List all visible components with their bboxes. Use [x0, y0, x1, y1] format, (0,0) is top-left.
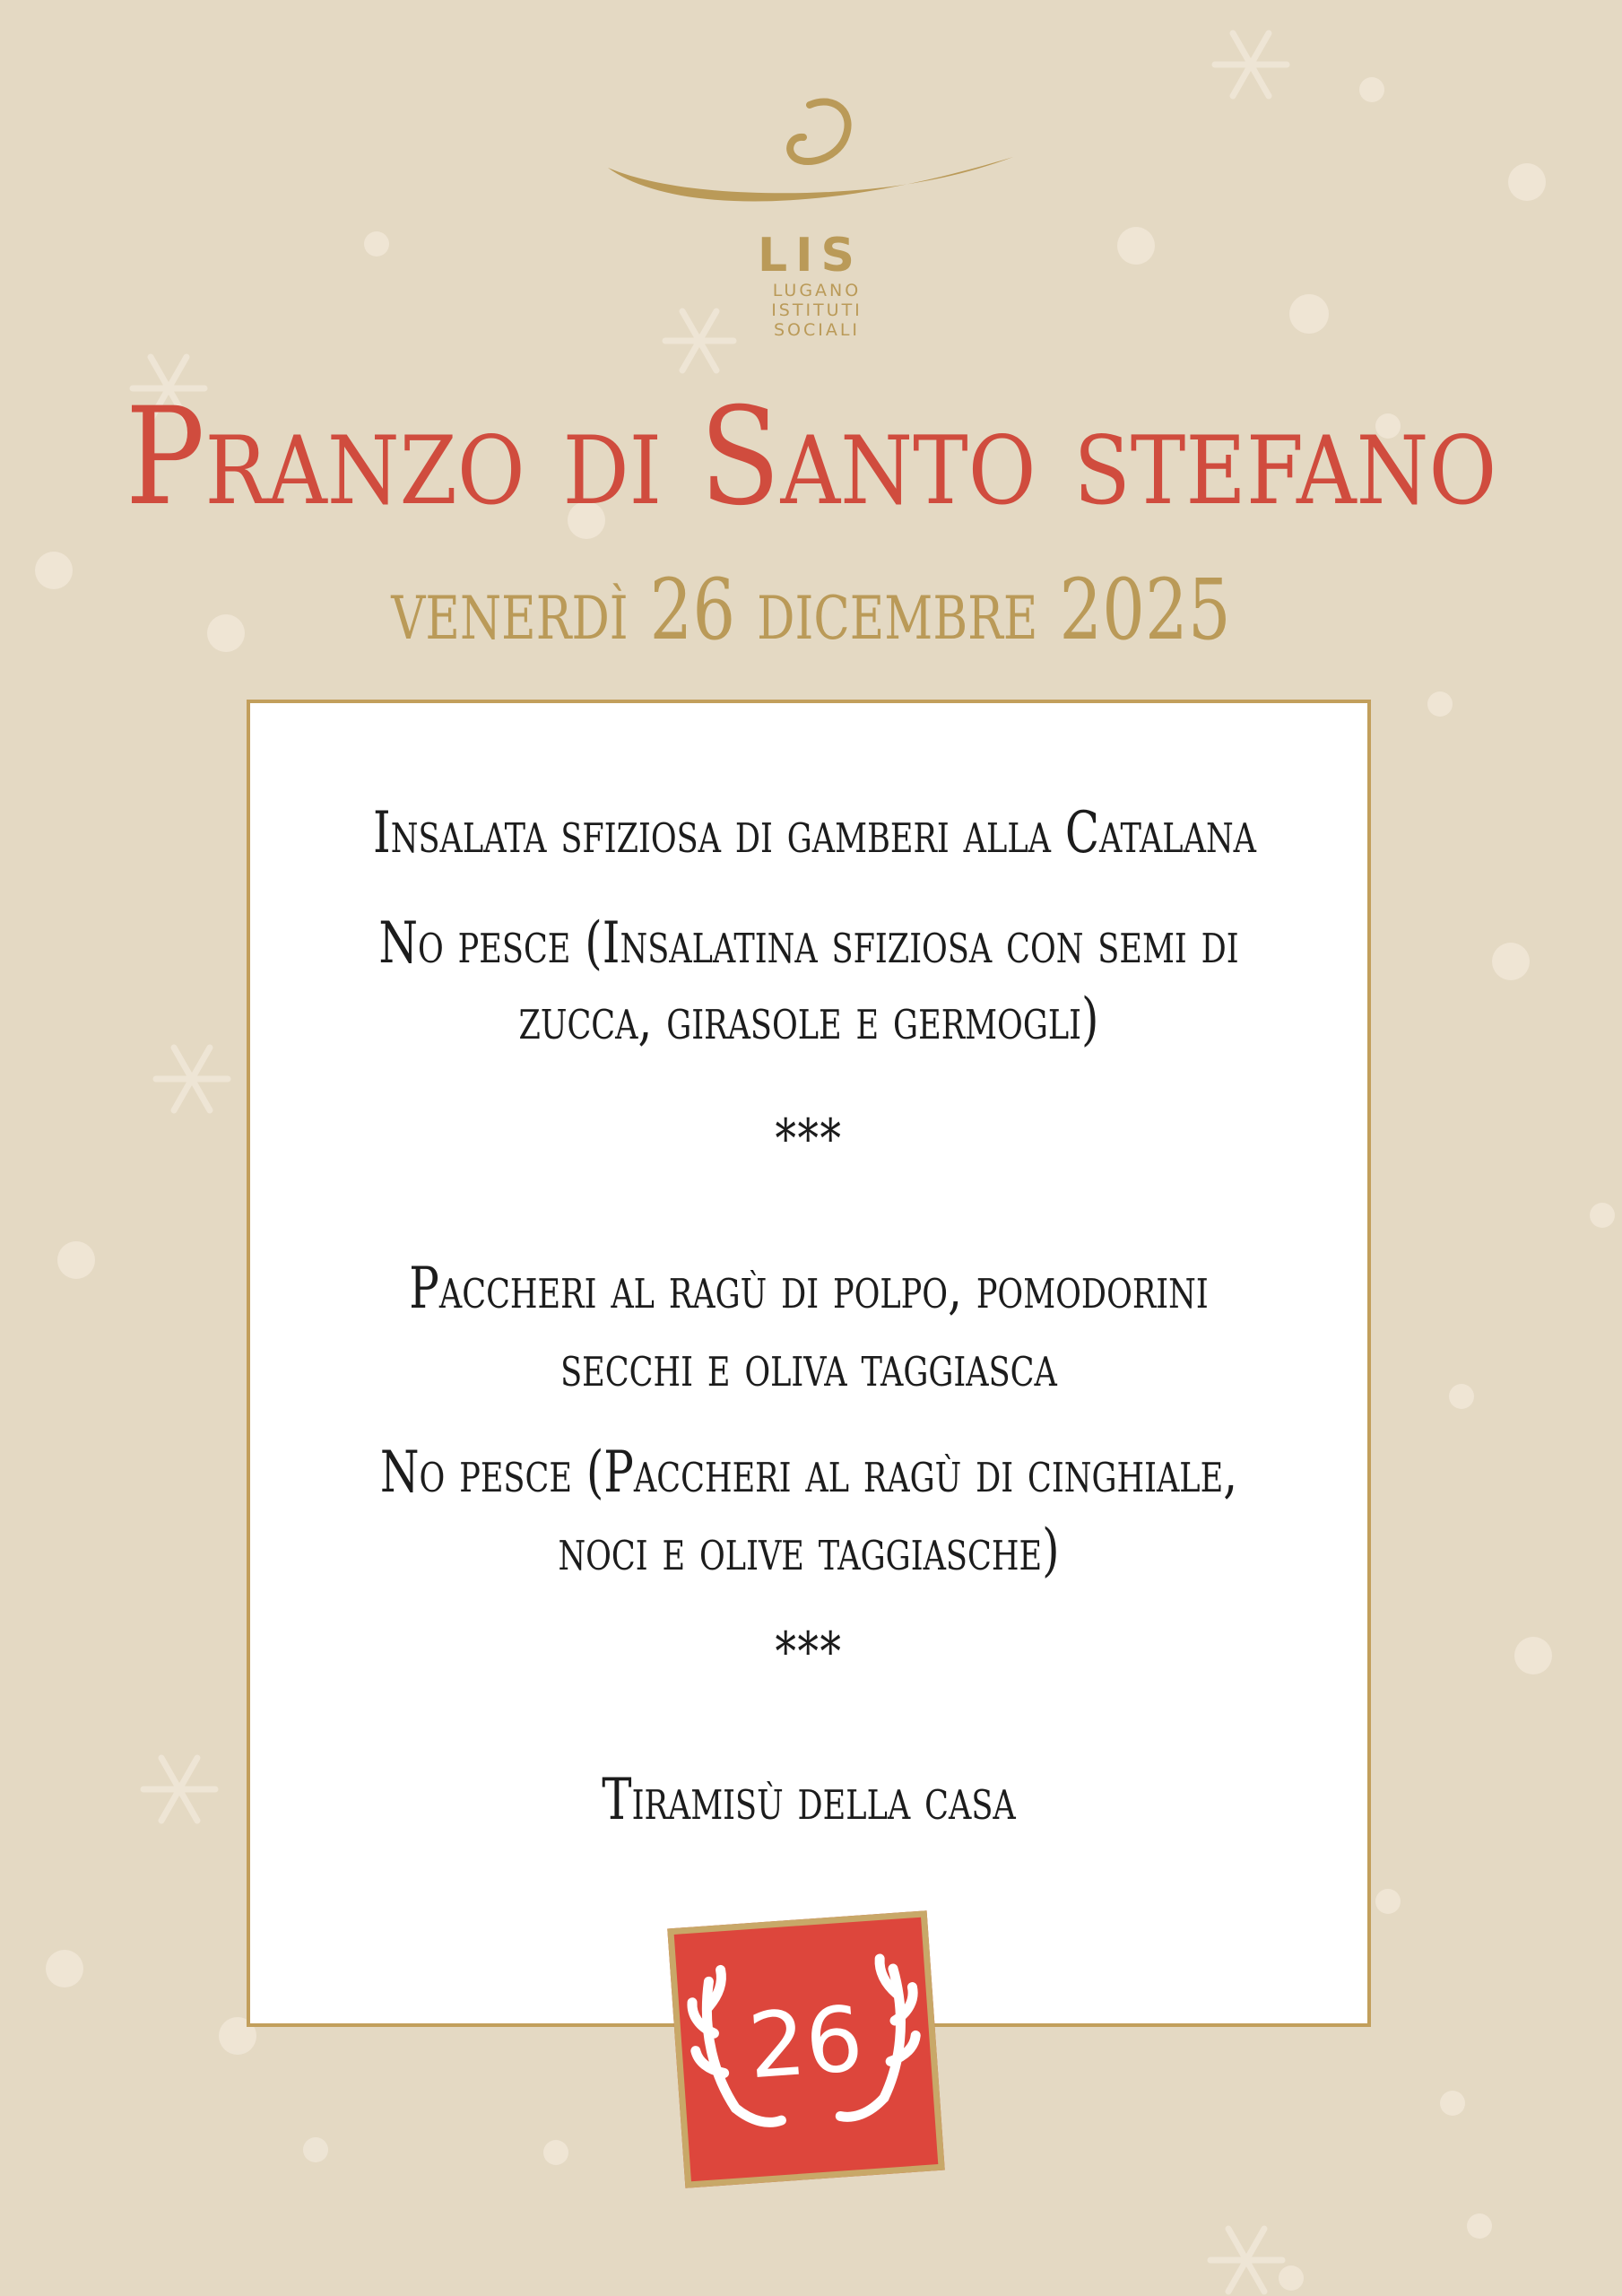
- logo-subtitle-line: SOCIALI: [773, 320, 861, 340]
- menu-item: secchi e oliva taggiasca: [560, 1334, 1057, 1400]
- menu-item: noci e olive taggiasche): [558, 1518, 1060, 1584]
- logo-name: LIS: [758, 229, 863, 283]
- menu-separator: ***: [775, 1108, 843, 1170]
- logo-subtitle-line: ISTITUTI: [771, 300, 863, 320]
- snowflake-icon: [143, 1758, 215, 1821]
- menu-item: Tiramisù della casa: [602, 1767, 1016, 1833]
- snowflake-icon: [1215, 33, 1287, 96]
- logo-swoosh-icon: [601, 94, 1022, 238]
- snowflake-icon: [1210, 2229, 1282, 2292]
- menu-item: No pesce (Insalatina sfiziosa con semi di: [378, 910, 1239, 977]
- event-date: venerdì 26 dicembre 2025: [391, 561, 1231, 659]
- snowflake-icon: [156, 1048, 228, 1110]
- menu-separator: ***: [775, 1621, 843, 1683]
- lis-logo: [601, 94, 1022, 354]
- logo-subtitle-line: LUGANO: [772, 281, 862, 300]
- menu-item: zucca, girasole e germogli): [518, 987, 1099, 1053]
- date-badge: [667, 1910, 945, 2188]
- menu-item: Paccheri al ragù di polpo, pomodorini: [409, 1256, 1209, 1322]
- menu-item: Insalata sfiziosa di gamberi alla Catalana: [373, 800, 1257, 866]
- badge-number: 26: [744, 1986, 867, 2100]
- menu-card: [247, 700, 1371, 2027]
- page-title: Pranzo di Santo stefano: [125, 379, 1497, 535]
- menu-item: No pesce (Paccheri al ragù di cinghiale,: [379, 1439, 1238, 1506]
